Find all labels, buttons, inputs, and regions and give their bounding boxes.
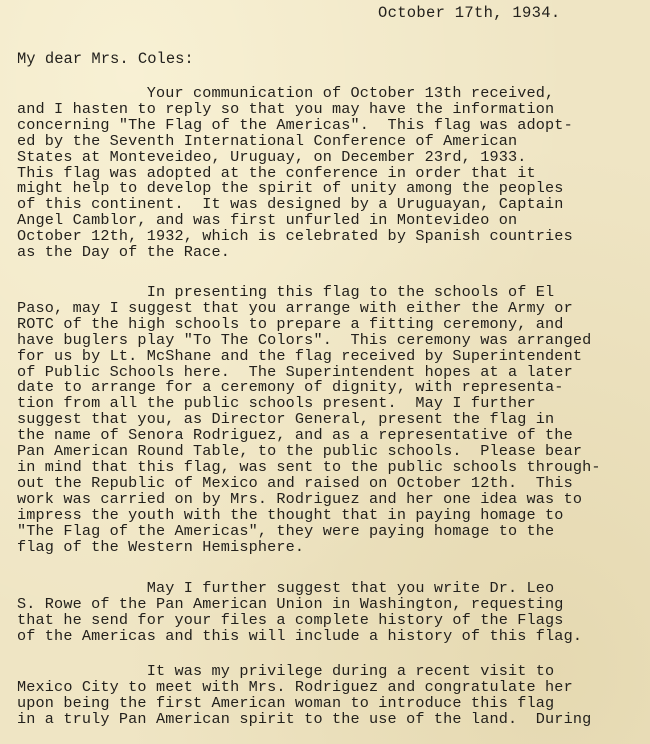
letter-date: October 17th, 1934. (378, 4, 561, 22)
paragraph-pan-american-union: May I further suggest that you write Dr. Leo S. Rowe of the Pan American Union in Washington, requesting that he send for your files a complete history of the Flags of the Americas and this will include a history of this flag. (17, 579, 583, 645)
paragraph-flag-adoption: Your communication of October 13th received, and I hasten to reply so that you may have the information concerning "The Flag of the Americas". This flag was adopt- ed by the Seventh International Conference of American States at Monteveideo, Uruguay, on December 23rd, 1933. This flag was adopted at the conference in order that it might help to develop the spirit of unity among the peoples of this continent. It was designed by a Uruguayan, Captain Angel Camblor, and was first unfurled in Montevideo on October 12th, 1932, which is celebrated by Spanish countries as the Day of the Race. (17, 84, 573, 262)
paragraph-mexico-visit: It was my privilege during a recent visit to Mexico City to meet with Mrs. Rodriguez and congratulate her upon being the first American woman to introduce this flag in a truly Pan American spirit to the use of the land. During (17, 662, 592, 728)
paragraph-flag-ceremony: In presenting this flag to the schools of El Paso, may I suggest that you arrange with either the Army or ROTC of the high schools to prepare a fitting ceremony, and have buglers play "To The Colors". This ceremony was arranged for us by Lt. McShane and the flag received by Superintendent of Public Schools here. The Superintendent hopes at a later date to arrange for a ceremony of dignity, with representa- tion from all the public schools present. May I further suggest that you, as Director General, present the flag in the name of Senora Rodriguez, and as a representative of the Pan American Round Table, to the public schools. Please bear in mind that this flag, was sent to the public schools through- out the Republic of Mexico and raised on October 12th. This work was carried on by Mrs. Rodriguez and her one idea was to impress the youth with the thought that in paying homage to "The Flag of the Americas", they were paying homage to the flag of the Western Hemisphere. (17, 283, 601, 556)
salutation: My dear Mrs. Coles: (17, 50, 194, 68)
